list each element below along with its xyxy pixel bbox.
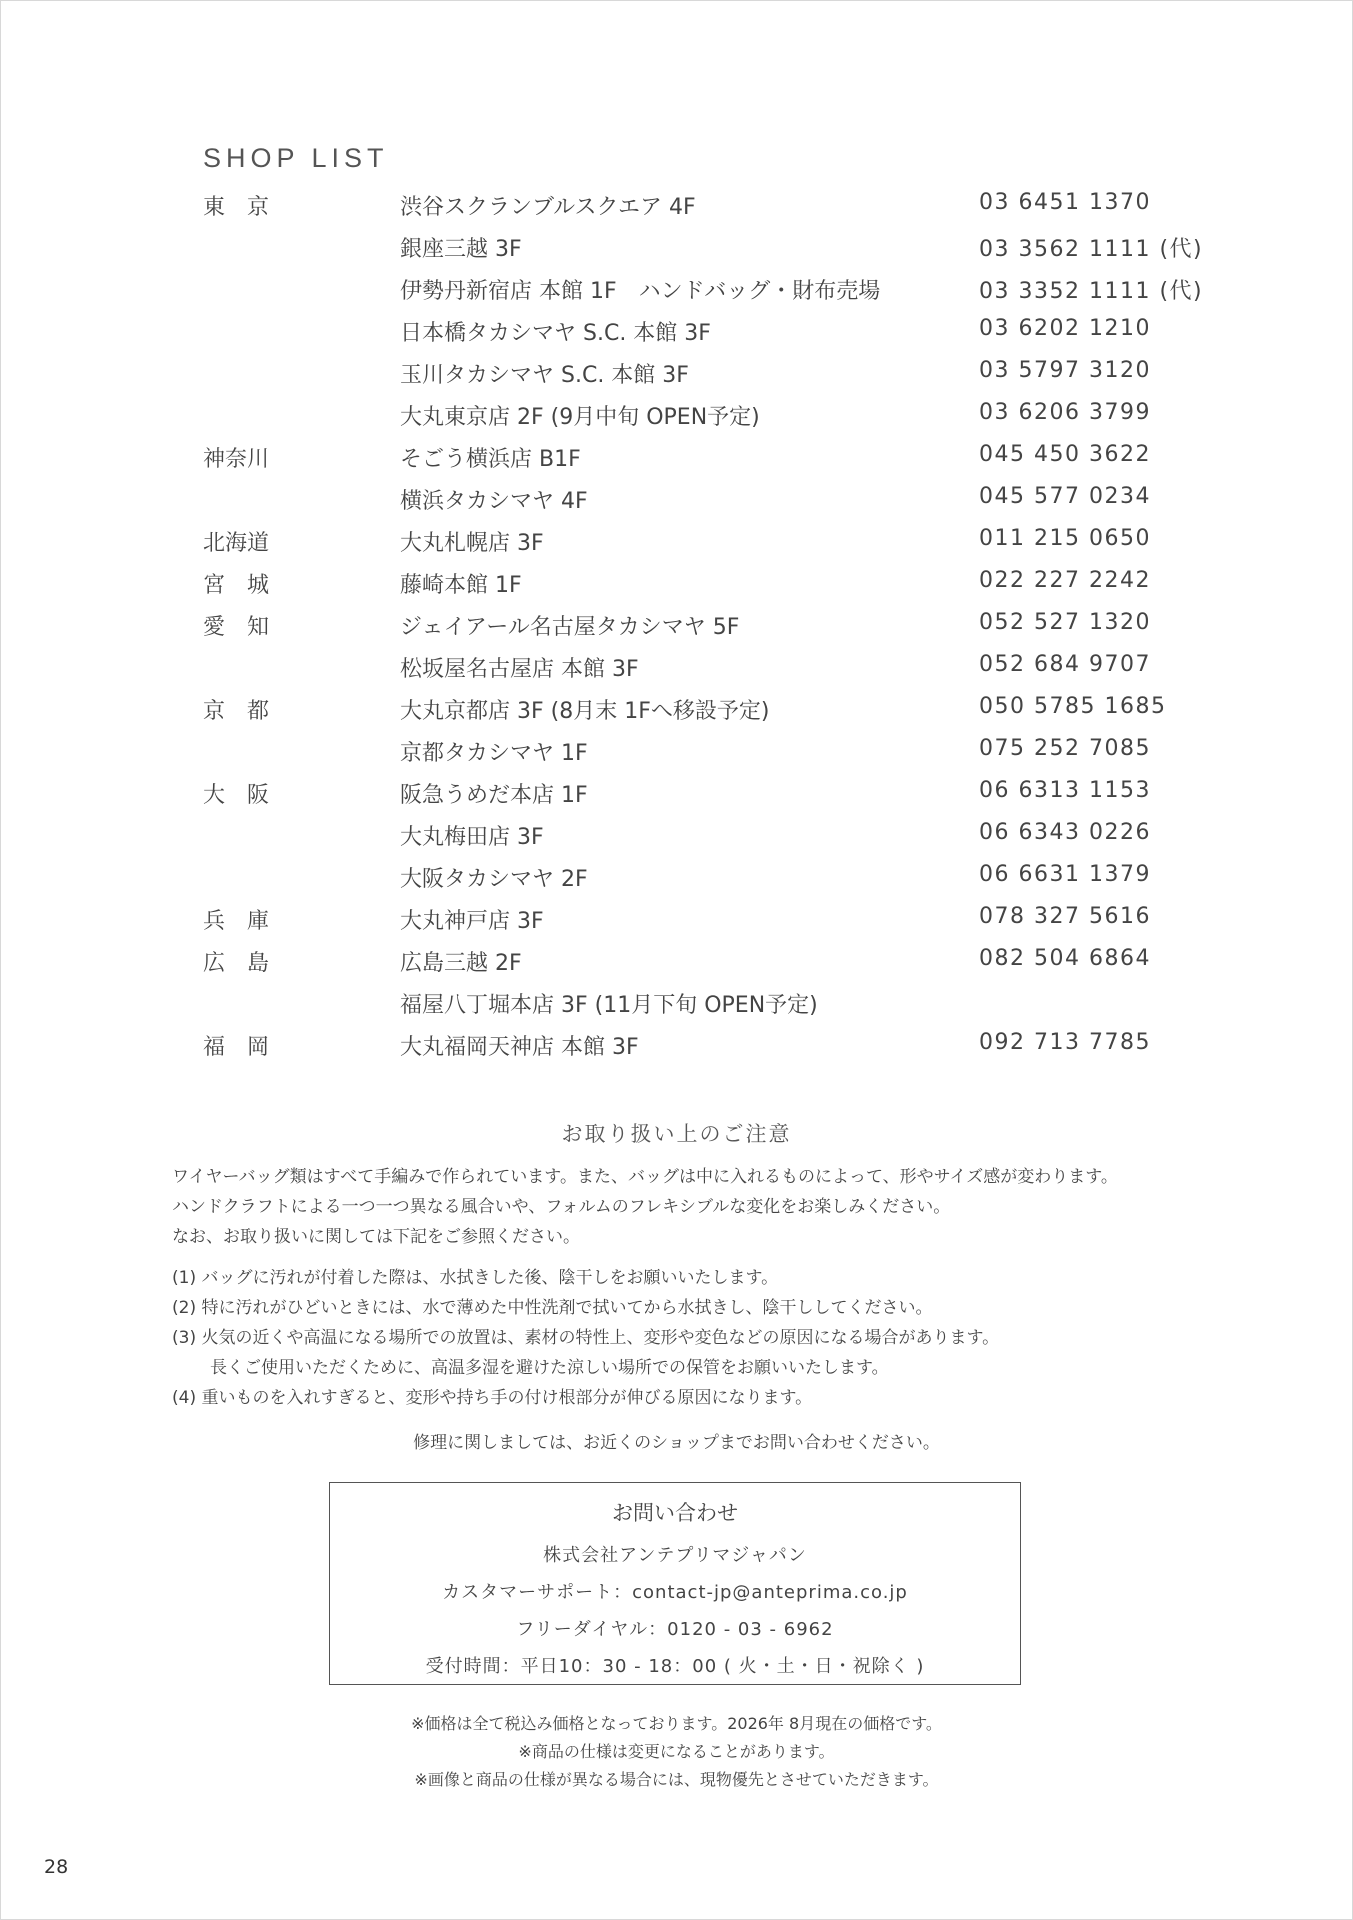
contact-heading: お問い合わせ — [612, 1501, 738, 1525]
shop-row — [0, 646, 1353, 688]
shop-row — [0, 184, 1353, 226]
shop-telephone: 06 6631 1379 — [979, 862, 1151, 887]
shop-list — [0, 184, 1353, 1066]
shop-telephone: 03 6206 3799 — [979, 400, 1151, 425]
shop-row — [0, 562, 1353, 604]
shop-telephone: 03 6451 1370 — [979, 190, 1151, 215]
notice-intro-line: なお、お取り扱いに関しては下記をご参照ください。 — [172, 1227, 580, 1247]
shop-store-name: 玉川タカシマヤ S.C. 本館 3F — [400, 363, 689, 388]
shop-region: 愛知 — [203, 615, 292, 640]
shop-store-name: 横浜タカシマヤ 4F — [400, 489, 588, 514]
shop-region: 京都 — [203, 699, 292, 724]
shop-telephone: 082 504 6864 — [979, 946, 1151, 971]
shop-store-name: 松坂屋名古屋店 本館 3F — [400, 657, 639, 682]
repair-note: 修理に関しましては、お近くのショップまでお問い合わせください。 — [413, 1433, 940, 1453]
shop-row — [0, 940, 1353, 982]
contact-free-dial: フリーダイヤル：0120 - 03 - 6962 — [516, 1619, 834, 1640]
shop-store-name: 阪急うめだ本店 1F — [400, 783, 588, 808]
notice-item-3: (3) 火気の近くや高温になる場所での放置は、素材の特性上、変形や変色などの原因になる場合があります。 — [172, 1328, 1000, 1348]
notice-items — [172, 1263, 1192, 1413]
shop-store-name: 大丸福岡天神店 本館 3F — [400, 1035, 639, 1060]
shop-telephone: 092 713 7785 — [979, 1030, 1151, 1055]
footnotes — [0, 1710, 1353, 1794]
shop-row — [0, 520, 1353, 562]
shop-telephone: 052 527 1320 — [979, 610, 1151, 635]
shop-region: 神奈川 — [203, 447, 270, 472]
contact-box — [329, 1482, 1021, 1685]
shop-row — [0, 1024, 1353, 1066]
shop-store-name: 大阪タカシマヤ 2F — [400, 867, 588, 892]
shop-region: 広島 — [203, 951, 292, 976]
shop-store-name: 大丸京都店 3F (8月末 1Fへ移設予定) — [400, 699, 770, 724]
shop-region: 福岡 — [203, 1035, 292, 1060]
page-title: SHOP LIST — [203, 143, 389, 174]
shop-store-name: 渋谷スクランブルスクエア 4F — [400, 195, 696, 220]
shop-store-name: 大丸神戸店 3F — [400, 909, 544, 934]
shop-row — [0, 478, 1353, 520]
shop-store-name: 大丸梅田店 3F — [400, 825, 544, 850]
footnote: ※商品の仕様は変更になることがあります。 — [518, 1742, 835, 1761]
shop-region: 兵庫 — [203, 909, 292, 934]
shop-telephone: 022 227 2242 — [979, 568, 1151, 593]
shop-row — [0, 688, 1353, 730]
footnote: ※価格は全て税込み価格となっております。2026年 8月現在の価格です。 — [411, 1714, 942, 1733]
notice-item-1: (1) バッグに汚れが付着した際は、水拭きした後、陰干しをお願いいたします。 — [172, 1268, 779, 1288]
shop-store-name: ジェイアール名古屋タカシマヤ 5F — [400, 615, 740, 640]
footnote: ※画像と商品の仕様が異なる場合には、現物優先とさせていただきます。 — [414, 1770, 939, 1789]
page-number: 28 — [44, 1856, 69, 1878]
shop-row — [0, 856, 1353, 898]
shop-region: 東京 — [203, 195, 292, 220]
shop-row — [0, 310, 1353, 352]
notice-item-2: (2) 特に汚れがひどいときには、水で薄めた中性洗剤で拭いてから水拭きし、陰干ししてください。 — [172, 1298, 933, 1318]
shop-telephone: 050 5785 1685 — [979, 694, 1167, 719]
shop-store-name: 大丸東京店 2F (9月中旬 OPEN予定) — [400, 405, 760, 430]
shop-store-name: 伊勢丹新宿店 本館 1F ハンドバッグ・財布売場 — [400, 279, 881, 304]
shop-row — [0, 772, 1353, 814]
shop-store-name: 日本橋タカシマヤ S.C. 本館 3F — [400, 321, 711, 346]
shop-telephone: 078 327 5616 — [979, 904, 1151, 929]
shop-row — [0, 352, 1353, 394]
shop-region: 宮城 — [203, 573, 292, 598]
shop-telephone: 06 6343 0226 — [979, 820, 1151, 845]
shop-row — [0, 898, 1353, 940]
shop-telephone: 03 5797 3120 — [979, 358, 1151, 383]
shop-store-name: 福屋八丁堀本店 3F (11月下旬 OPEN予定) — [400, 993, 818, 1018]
shop-store-name: 銀座三越 3F — [400, 237, 522, 262]
shop-store-name: 広島三越 2F — [400, 951, 522, 976]
notice-item-4: (4) 重いものを入れすぎると、変形や持ち手の付け根部分が伸びる原因になります。 — [172, 1388, 813, 1408]
shop-telephone: 06 6313 1153 — [979, 778, 1151, 803]
shop-region: 北海道 — [203, 531, 270, 556]
notice-intro — [172, 1162, 1192, 1252]
contact-support-email: カスタマーサポート：contact-jp@anteprima.co.jp — [442, 1582, 908, 1603]
shop-telephone: 03 3352 1111 (代) — [979, 279, 1204, 304]
shop-row — [0, 268, 1353, 310]
shop-telephone: 075 252 7085 — [979, 736, 1151, 761]
shop-telephone: 045 450 3622 — [979, 442, 1151, 467]
shop-row — [0, 226, 1353, 268]
contact-company: 株式会社アンテプリマジャパン — [543, 1545, 807, 1566]
shop-row — [0, 814, 1353, 856]
shop-row — [0, 730, 1353, 772]
notice-intro-line: ワイヤーバッグ類はすべて手編みで作られています。また、バッグは中に入れるものによって、形やサイズ感が変わります。 — [172, 1167, 1118, 1187]
shop-telephone: 03 6202 1210 — [979, 316, 1151, 341]
shop-store-name: 京都タカシマヤ 1F — [400, 741, 588, 766]
shop-telephone: 052 684 9707 — [979, 652, 1151, 677]
shop-store-name: 藤崎本館 1F — [400, 573, 522, 598]
shop-region: 大阪 — [203, 783, 292, 808]
shop-row — [0, 604, 1353, 646]
shop-row — [0, 982, 1353, 1024]
shop-row — [0, 394, 1353, 436]
shop-telephone: 03 3562 1111 (代) — [979, 237, 1204, 262]
shop-telephone: 011 215 0650 — [979, 526, 1151, 551]
contact-hours: 受付時間：平日10：30 - 18：00 ( 火・土・日・祝除く ) — [425, 1656, 925, 1677]
notice-item-3-continued: 長くご使用いただくために、高温多湿を避けた涼しい場所での保管をお願いいたします。 — [210, 1358, 889, 1378]
notice-heading: お取り扱い上のご注意 — [561, 1122, 792, 1146]
shop-row — [0, 436, 1353, 478]
shop-store-name: 大丸札幌店 3F — [400, 531, 544, 556]
notice-intro-line: ハンドクラフトによる一つ一つ異なる風合いや、フォルムのフレキシブルな変化をお楽しみください。 — [172, 1197, 951, 1217]
shop-telephone: 045 577 0234 — [979, 484, 1151, 509]
shop-store-name: そごう横浜店 B1F — [400, 447, 581, 472]
